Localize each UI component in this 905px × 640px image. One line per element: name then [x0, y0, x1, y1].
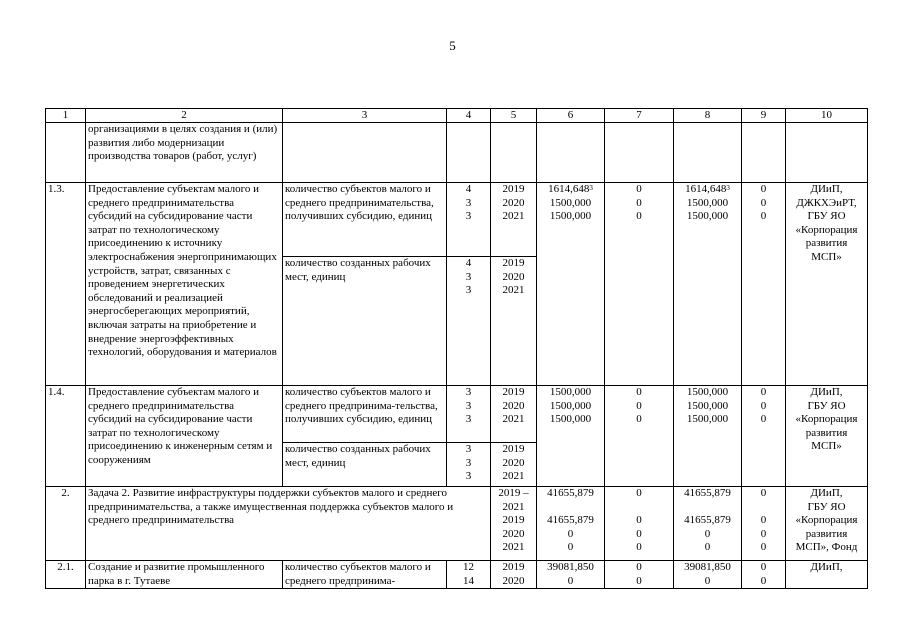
- cell-row-number: 2.: [46, 487, 86, 561]
- value: 1500,000: [686, 196, 729, 209]
- cell-years: [491, 443, 537, 487]
- executor: развития: [805, 527, 848, 540]
- cell-indicator: количество созданных рабочих мест, единиц: [283, 257, 447, 386]
- cell-row-number: 1.4.: [46, 386, 86, 487]
- cell-executors: [786, 561, 868, 589]
- value: 0: [760, 413, 767, 426]
- year: 2019 –: [498, 487, 529, 499]
- header-cell-7: 7: [605, 109, 674, 123]
- cell-empty: [605, 123, 674, 183]
- cell-empty: [742, 123, 786, 183]
- cell-regional-funding: [674, 183, 742, 386]
- value: 0: [704, 541, 711, 554]
- value: 0: [760, 527, 767, 540]
- value: 0: [636, 574, 642, 587]
- executor: «Корпорация: [795, 413, 858, 426]
- cell-indicator-values: [447, 443, 491, 487]
- value: [676, 183, 739, 197]
- header-cell-1: 1: [46, 109, 86, 123]
- executor: ГБУ ЯО: [807, 399, 846, 412]
- value: 3: [465, 443, 472, 455]
- executor: ДИиП,: [810, 386, 843, 398]
- cell-other-funding: [742, 561, 786, 589]
- year: 2019: [502, 386, 525, 398]
- value: 1500,000: [686, 210, 729, 223]
- cell-years: [491, 561, 537, 589]
- cell-executors: [786, 487, 868, 561]
- header-row: [46, 109, 868, 123]
- value: 3: [465, 210, 472, 223]
- value: 0: [760, 541, 767, 554]
- table-row-1-3: [46, 183, 868, 257]
- executor: ДЖКХЭиРТ,: [796, 196, 857, 209]
- cell-total-funding: [537, 386, 605, 487]
- value: 1500,000: [549, 210, 592, 223]
- cell-row-number: 2.1.: [46, 561, 86, 589]
- footnote-mark: 3: [589, 184, 593, 192]
- cell-empty: [674, 123, 742, 183]
- cell-federal-funding: [605, 561, 674, 589]
- value-text: 1614,648: [685, 183, 727, 195]
- footnote-mark: 3: [726, 184, 730, 192]
- table-row-continuation: [46, 123, 868, 183]
- cell-empty: [786, 123, 868, 183]
- executor: ГБУ ЯО: [807, 500, 846, 513]
- value: 3: [465, 284, 472, 297]
- year: 2019: [502, 514, 525, 527]
- value: [539, 183, 602, 197]
- cell-federal-funding: [605, 183, 674, 386]
- year: 2019: [502, 183, 525, 195]
- value: 1500,000: [686, 386, 729, 398]
- header-cell-3: 3: [283, 109, 447, 123]
- executor: МСП», Фонд: [795, 541, 858, 554]
- value: 0: [636, 561, 642, 573]
- value: 0: [704, 527, 711, 540]
- cell-years: [491, 257, 537, 386]
- cell-empty: [283, 123, 447, 183]
- value: 0: [760, 399, 767, 412]
- value: 0: [760, 210, 767, 223]
- cell-indicator: количество созданных рабочих мест, единиц: [283, 443, 447, 487]
- cell-empty: [46, 123, 86, 183]
- value: 14: [463, 574, 474, 587]
- year: 2020: [502, 574, 525, 587]
- value: 41655,879: [547, 487, 594, 499]
- cell-years: [491, 183, 537, 257]
- value: 0: [636, 413, 642, 426]
- value: 39081,850: [547, 561, 594, 573]
- value: 1500,000: [549, 196, 592, 209]
- cell-indicator-values: [447, 183, 491, 257]
- value: [744, 501, 783, 515]
- cell-indicator-values: [447, 561, 491, 589]
- cell-other-funding: [742, 386, 786, 487]
- cell-task-description: Задача 2. Развитие инфраструктуры поддержки субъектов малого и среднего предпринимательства, а также имущественная поддержка субъектов малого и среднего предпринимательства: [86, 487, 491, 561]
- value: 3: [465, 386, 472, 398]
- value: 0: [760, 487, 767, 499]
- value-text: 1614,648: [548, 183, 590, 195]
- cell-empty: [447, 123, 491, 183]
- value: 1500,000: [549, 386, 592, 398]
- cell-indicator-values: [447, 386, 491, 443]
- value: 0: [636, 399, 642, 412]
- cell-row-number: 1.3.: [46, 183, 86, 386]
- value: 0: [636, 541, 642, 554]
- value: 0: [567, 574, 574, 587]
- year: 2020: [502, 399, 525, 412]
- cell-regional-funding: [674, 386, 742, 487]
- year: 2021: [502, 284, 525, 297]
- cell-total-funding: [537, 183, 605, 386]
- header-cell-5: 5: [491, 109, 537, 123]
- executor: ДИиП,: [810, 487, 843, 499]
- executor: развития: [805, 237, 848, 250]
- cell-indicator: количество субъектов малого и среднего предпринима-тельства, получивших субсидию, единиц: [283, 386, 447, 443]
- header-cell-10: 10: [786, 109, 868, 123]
- value: 41655,879: [684, 487, 731, 499]
- value: 0: [636, 527, 642, 540]
- header-cell-9: 9: [742, 109, 786, 123]
- executor: «Корпорация: [795, 514, 858, 527]
- year: 2021: [502, 210, 525, 223]
- cell-other-funding: [742, 487, 786, 561]
- value: 0: [760, 514, 767, 527]
- cell-total-funding: [537, 487, 605, 561]
- year: 2019: [502, 561, 525, 573]
- cell-indicator: количество субъектов малого и среднего предпринима-: [283, 561, 447, 589]
- executor: МСП»: [811, 250, 842, 263]
- value: 41655,879: [547, 514, 594, 527]
- cell-regional-funding: [674, 561, 742, 589]
- value: [539, 501, 602, 515]
- value: [676, 501, 739, 515]
- value: 0: [636, 210, 642, 223]
- value: 12: [463, 561, 474, 573]
- cell-executors: [786, 183, 868, 386]
- header-cell-4: 4: [447, 109, 491, 123]
- value: 1500,000: [686, 399, 729, 412]
- value: 0: [760, 386, 767, 398]
- year: 2020: [502, 456, 525, 469]
- year: 2021: [502, 541, 525, 554]
- value: 0: [636, 386, 642, 398]
- cell-description: Создание и развитие промышленного парка в г. Тутаеве: [86, 561, 283, 589]
- executor: ДИиП,: [810, 183, 843, 195]
- value: 0: [636, 196, 642, 209]
- value: 0: [704, 574, 711, 587]
- program-table: [45, 108, 868, 589]
- year: 2020: [502, 527, 525, 540]
- value: 3: [465, 413, 472, 426]
- value: 3: [465, 196, 472, 209]
- executor: ДИиП,: [810, 561, 843, 573]
- executor: «Корпорация: [795, 223, 858, 236]
- executor: развития: [805, 426, 848, 439]
- cell-empty: [491, 123, 537, 183]
- header-cell-6: 6: [537, 109, 605, 123]
- value: 0: [636, 183, 642, 195]
- cell-total-funding: [537, 561, 605, 589]
- value: 3: [465, 270, 472, 283]
- value: 3: [465, 470, 472, 483]
- value: 1500,000: [549, 413, 592, 426]
- value: 41655,879: [684, 514, 731, 527]
- value: 0: [760, 574, 767, 587]
- cell-executors: [786, 386, 868, 487]
- cell-empty: [537, 123, 605, 183]
- value: 0: [760, 183, 767, 195]
- value: 0: [567, 541, 574, 554]
- value: 0: [636, 514, 642, 527]
- table-row-1-4: [46, 386, 868, 443]
- header-cell-8: 8: [674, 109, 742, 123]
- cell-indicator-values: [447, 257, 491, 386]
- cell-federal-funding: [605, 487, 674, 561]
- year: 2019: [502, 443, 525, 455]
- value: 0: [760, 196, 767, 209]
- table-row-2: [46, 487, 868, 561]
- value: 4: [465, 257, 472, 269]
- year: 2021: [502, 470, 525, 483]
- value: 3: [465, 399, 472, 412]
- value: 0: [636, 487, 642, 499]
- cell-other-funding: [742, 183, 786, 386]
- year: 2020: [502, 196, 525, 209]
- value: 4: [465, 183, 472, 195]
- cell-years: [491, 487, 537, 561]
- cell-regional-funding: [674, 487, 742, 561]
- cell-description: Предоставление субъектам малого и среднего предпринимательства субсидий на субсидирование части затрат по технологическому присоединению к источнику электроснабжения энергопринимающих устройств, затрат, связанных с проведением энергетических обследований и реализацией энергосберегающих мероприятий, включая затраты на приобретение и внедрение энергоэффективных технологий, оборудования и материалов: [86, 183, 283, 386]
- value: 1500,000: [686, 413, 729, 426]
- value: [607, 501, 671, 515]
- value: 39081,850: [684, 561, 731, 573]
- value: 0: [760, 561, 767, 573]
- year: 2021: [502, 500, 525, 513]
- year: 2021: [502, 413, 525, 426]
- value: 0: [567, 527, 574, 540]
- executor: МСП»: [811, 440, 842, 453]
- value: 3: [465, 456, 472, 469]
- header-cell-2: 2: [86, 109, 283, 123]
- cell-years: [491, 386, 537, 443]
- table-row-2-1: [46, 561, 868, 589]
- year: 2019: [502, 257, 525, 269]
- executor: ГБУ ЯО: [807, 210, 846, 223]
- cell-description: организациями в целях создания и (или) развития либо модернизации производства товаров (работ, услуг): [86, 123, 283, 183]
- cell-indicator: количество субъектов малого и среднего предпринимательства, получивших субсидию, единиц: [283, 183, 447, 257]
- year: 2020: [502, 270, 525, 283]
- page-number: 5: [449, 38, 456, 53]
- cell-description: Предоставление субъектам малого и среднего предпринимательства субсидий на субсидирование части затрат по технологическому присоединению к инженерным сетям и сооружениям: [86, 386, 283, 487]
- cell-federal-funding: [605, 386, 674, 487]
- value: 1500,000: [549, 399, 592, 412]
